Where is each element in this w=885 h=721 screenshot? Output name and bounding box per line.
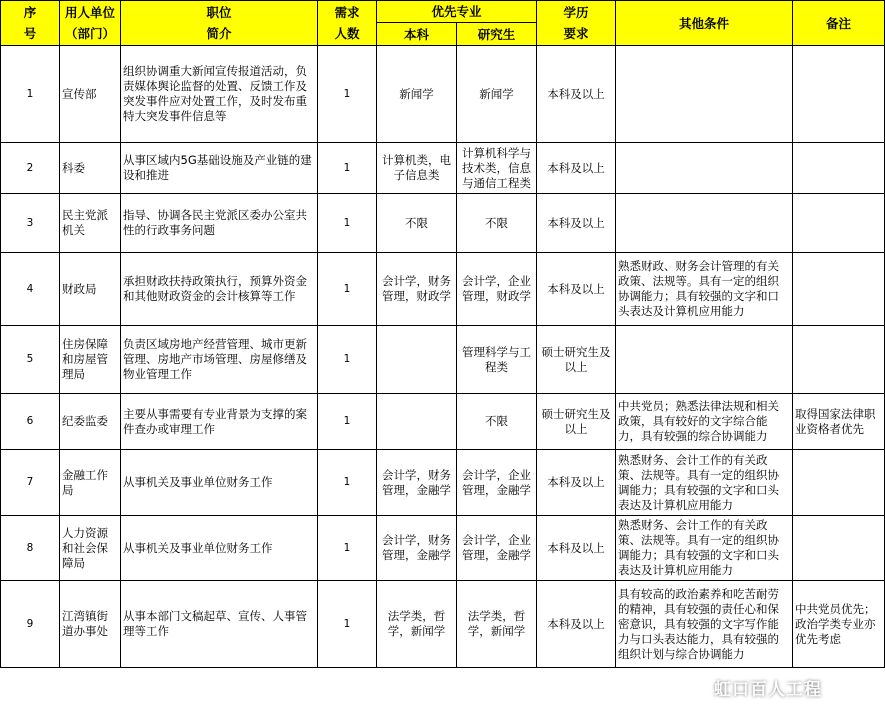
cell-unit: 财政局 [60, 253, 121, 326]
cell-remark: 中共党员优先；政治学类专业亦优先考虑 [793, 581, 885, 668]
cell-unit: 人力资源和社会保障局 [60, 516, 121, 581]
watermark [678, 672, 822, 702]
cell-other [616, 46, 793, 143]
header-remark: 备注 [793, 1, 885, 46]
cell-duty: 组织协调重大新闻宣传报道活动，负责媒体舆论监督的处置、反馈工作及突发事件应对处置工作，及时发布重特大突发事件信息等 [121, 46, 318, 143]
header-count: 需求 人数 [318, 1, 377, 46]
cell-undergrad: 计算机类，电子信息类 [377, 143, 457, 194]
cell-no: 9 [1, 581, 60, 668]
wechat-icon [678, 675, 708, 699]
cell-duty: 从事机关及事业单位财务工作 [121, 516, 318, 581]
cell-other: 熟悉财务、会计工作的有关政策、法规等。具有一定的组织协调能力；具有较强的文字和口头表达及计算机应用能力 [616, 516, 793, 581]
cell-undergrad [377, 326, 457, 394]
cell-remark [793, 516, 885, 581]
table-row [1, 143, 885, 194]
header-duty: 职位 简介 [121, 1, 318, 46]
cell-other [616, 143, 793, 194]
table-row [1, 326, 885, 394]
cell-duty: 从事区域内5G基础设施及产业链的建设和推进 [121, 143, 318, 194]
header-undergrad: 本科 [377, 23, 457, 46]
header-major: 优先专业 [377, 1, 537, 23]
cell-edu: 硕士研究生及以上 [537, 326, 616, 394]
cell-count: 1 [318, 143, 377, 194]
cell-edu: 硕士研究生及以上 [537, 394, 616, 450]
table-row [1, 253, 885, 326]
cell-no: 7 [1, 450, 60, 516]
cell-other [616, 194, 793, 253]
cell-undergrad: 法学类，哲学，新闻学 [377, 581, 457, 668]
cell-undergrad: 新闻学 [377, 46, 457, 143]
cell-edu: 本科及以上 [537, 143, 616, 194]
cell-no: 6 [1, 394, 60, 450]
cell-remark [793, 46, 885, 143]
table-row [1, 194, 885, 253]
cell-count: 1 [318, 394, 377, 450]
header-edu: 学历 要求 [537, 1, 616, 46]
cell-grad: 不限 [457, 394, 537, 450]
table-row [1, 516, 885, 581]
cell-no: 2 [1, 143, 60, 194]
cell-undergrad: 会计学，财务管理，财政学 [377, 253, 457, 326]
cell-unit: 宣传部 [60, 46, 121, 143]
cell-grad: 管理科学与工程类 [457, 326, 537, 394]
cell-other: 中共党员；熟悉法律法规和相关政策，具有较好的文字综合能力，具有较强的综合协调能力 [616, 394, 793, 450]
cell-duty: 从事本部门文稿起草、宣传、人事管理等工作 [121, 581, 318, 668]
cell-grad: 新闻学 [457, 46, 537, 143]
cell-duty: 承担财政扶持政策执行，预算外资金和其他财政资金的会计核算等工作 [121, 253, 318, 326]
watermark-text: 虹口百人工程 [714, 679, 822, 700]
cell-edu: 本科及以上 [537, 516, 616, 581]
cell-grad: 会计学，企业管理，金融学 [457, 516, 537, 581]
cell-other: 熟悉财务、会计工作的有关政策、法规等。具有一定的组织协调能力；具有较强的文字和口头表达及计算机应用能力 [616, 450, 793, 516]
cell-count: 1 [318, 581, 377, 668]
cell-undergrad: 不限 [377, 194, 457, 253]
cell-no: 3 [1, 194, 60, 253]
cell-edu: 本科及以上 [537, 450, 616, 516]
table-row [1, 450, 885, 516]
cell-count: 1 [318, 326, 377, 394]
table-body [1, 46, 885, 668]
cell-no: 1 [1, 46, 60, 143]
cell-count: 1 [318, 253, 377, 326]
cell-edu: 本科及以上 [537, 581, 616, 668]
cell-remark [793, 326, 885, 394]
cell-duty: 负责区域房地产经营管理、城市更新管理、房地产市场管理、房屋修缮及物业管理工作 [121, 326, 318, 394]
cell-other [616, 326, 793, 394]
cell-count: 1 [318, 46, 377, 143]
cell-undergrad [377, 394, 457, 450]
cell-duty: 从事机关及事业单位财务工作 [121, 450, 318, 516]
cell-grad: 计算机科学与技术类，信息与通信工程类 [457, 143, 537, 194]
cell-undergrad: 会计学，财务管理，金融学 [377, 516, 457, 581]
cell-other: 具有较高的政治素养和吃苦耐劳的精神，具有较强的责任心和保密意识，具有较强的文字写作能力与口头表达能力，具有较强的组织计划与综合协调能力 [616, 581, 793, 668]
cell-unit: 纪委监委 [60, 394, 121, 450]
cell-no: 5 [1, 326, 60, 394]
cell-remark [793, 253, 885, 326]
cell-other: 熟悉财政、财务会计管理的有关政策、法规等。具有一定的组织协调能力；具有较强的文字和口头表达及计算机应用能力 [616, 253, 793, 326]
cell-grad: 会计学，企业管理，财政学 [457, 253, 537, 326]
header-grad: 研究生 [457, 23, 537, 46]
cell-grad: 不限 [457, 194, 537, 253]
cell-unit: 科委 [60, 143, 121, 194]
cell-unit: 民主党派机关 [60, 194, 121, 253]
cell-duty: 指导、协调各民主党派区委办公室共性的行政事务问题 [121, 194, 318, 253]
table-header [1, 1, 885, 46]
table-row [1, 394, 885, 450]
cell-unit: 住房保障和房屋管理局 [60, 326, 121, 394]
header-unit: 用人单位 （部门） [60, 1, 121, 46]
table-row [1, 46, 885, 143]
table-row [1, 581, 885, 668]
cell-remark [793, 450, 885, 516]
cell-grad: 会计学，企业管理，金融学 [457, 450, 537, 516]
cell-remark: 取得国家法律职业资格者优先 [793, 394, 885, 450]
cell-remark [793, 143, 885, 194]
cell-undergrad: 会计学，财务管理，金融学 [377, 450, 457, 516]
header-no: 序 号 [1, 1, 60, 46]
cell-count: 1 [318, 194, 377, 253]
cell-grad: 法学类，哲学，新闻学 [457, 581, 537, 668]
cell-unit: 金融工作局 [60, 450, 121, 516]
cell-count: 1 [318, 516, 377, 581]
cell-edu: 本科及以上 [537, 46, 616, 143]
cell-no: 4 [1, 253, 60, 326]
cell-edu: 本科及以上 [537, 253, 616, 326]
cell-unit: 江湾镇街道办事处 [60, 581, 121, 668]
header-other: 其他条件 [616, 1, 793, 46]
cell-count: 1 [318, 450, 377, 516]
cell-no: 8 [1, 516, 60, 581]
cell-remark [793, 194, 885, 253]
cell-edu: 本科及以上 [537, 194, 616, 253]
cell-duty: 主要从事需要有专业背景为支撑的案件查办或审理工作 [121, 394, 318, 450]
